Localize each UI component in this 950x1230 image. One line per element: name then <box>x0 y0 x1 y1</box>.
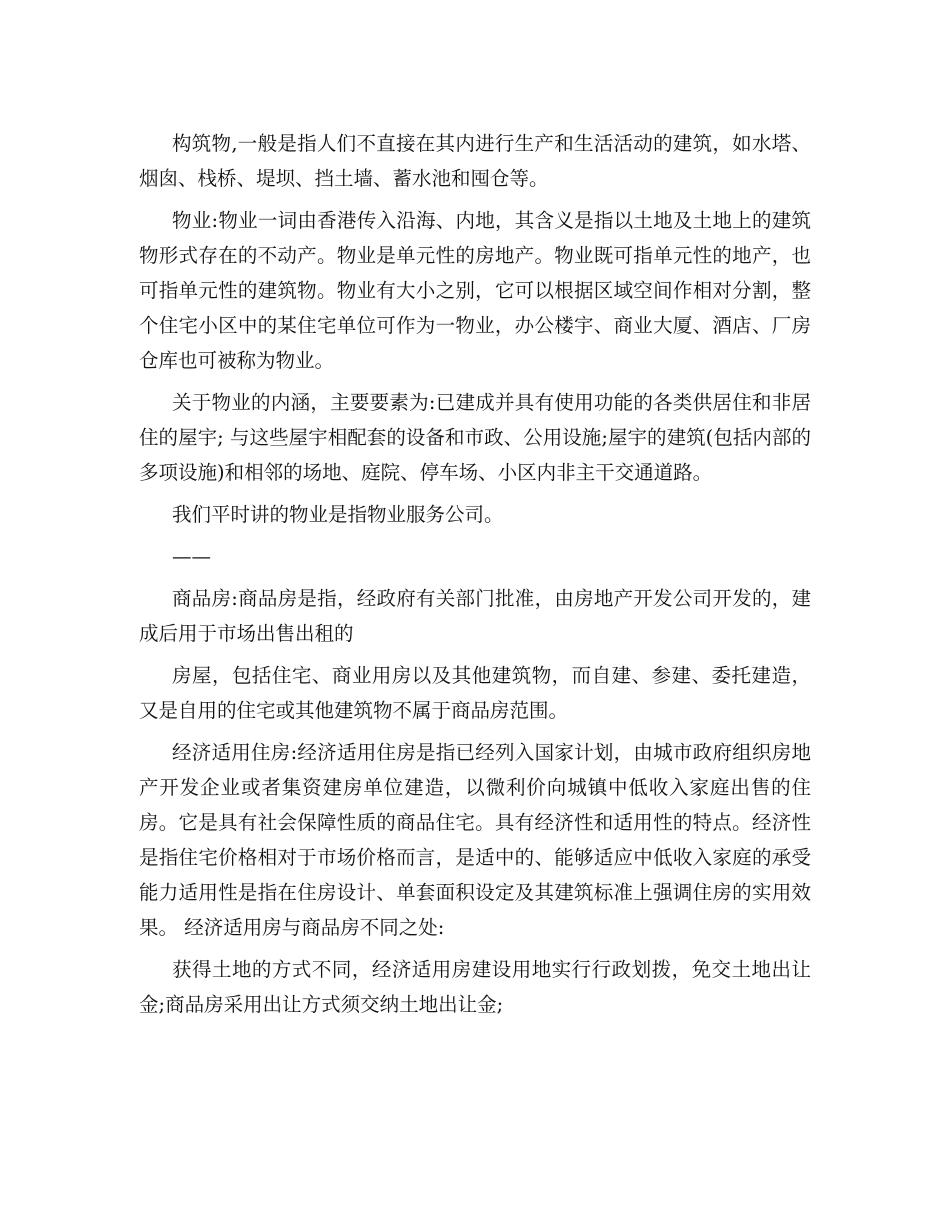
paragraph-structures: 构筑物,一般是指人们不直接在其内进行生产和生活活动的建筑，如水塔、烟囱、栈桥、堤坝、挡土墙、蓄水池和囤仓等。 <box>139 132 811 190</box>
paragraph-commercial-housing: 商品房:商品房是指，经政府有关部门批准，由房地产开发公司开发的，建成后用于市场出售出租的 <box>139 587 811 645</box>
paragraph-affordable-housing: 经济适用住房:经济适用住房是指已经列入国家计划，由城市政府组织房地产开发企业或者集资建房单位建造，以微利价向城镇中低收入家庭出售的住房。它是具有社会保障性质的商品住宅。具有经济性和适用性的特点。经济性是指住宅价格相对于市场价格而言，是适中的、能够适应中低收入家庭的承受能力适用性是指在住房设计、单套面积设定及其建筑标准上强调住房的实用效果。 经济适用房与商品房不同之处: <box>139 741 811 939</box>
paragraph-property-definition: 物业:物业一词由香港传入沿海、内地，其含义是指以土地及土地上的建筑物形式存在的不动产。物业是单元性的房地产。物业既可指单元性的地产，也可指单元性的建筑物。物业有大小之别，它可以根据区域空间作相对分割，整个住宅小区中的某住宅单位可作为一物业，办公楼宇、商业大厦、酒店、厂房仓库也可被称为物业。 <box>139 209 811 372</box>
paragraph-property-elements: 关于物业的内涵，主要要素为:已建成并具有使用功能的各类供居住和非居住的屋宇; 与这些屋宇相配套的设备和市政、公用设施;屋宇的建筑(包括内部的多项设施)和相邻的场地、庭院、停车场、小区内非主干交通道路。 <box>139 391 811 484</box>
paragraph-property-service: 我们平时讲的物业是指物业服务公司。 <box>172 503 504 526</box>
paragraph-commercial-housing-continued: 房屋，包括住宅、商业用房以及其他建筑物，而自建、参建、委托建造，又是自用的住宅或其他建筑物不属于商品房范围。 <box>139 664 811 722</box>
section-separator: —— <box>172 545 211 568</box>
paragraph-land-acquisition: 获得土地的方式不同，经济适用房建设用地实行行政划拨，免交土地出让金;商品房采用出让方式须交纳土地出让金; <box>139 958 811 1016</box>
document-body <box>139 126 811 1029</box>
